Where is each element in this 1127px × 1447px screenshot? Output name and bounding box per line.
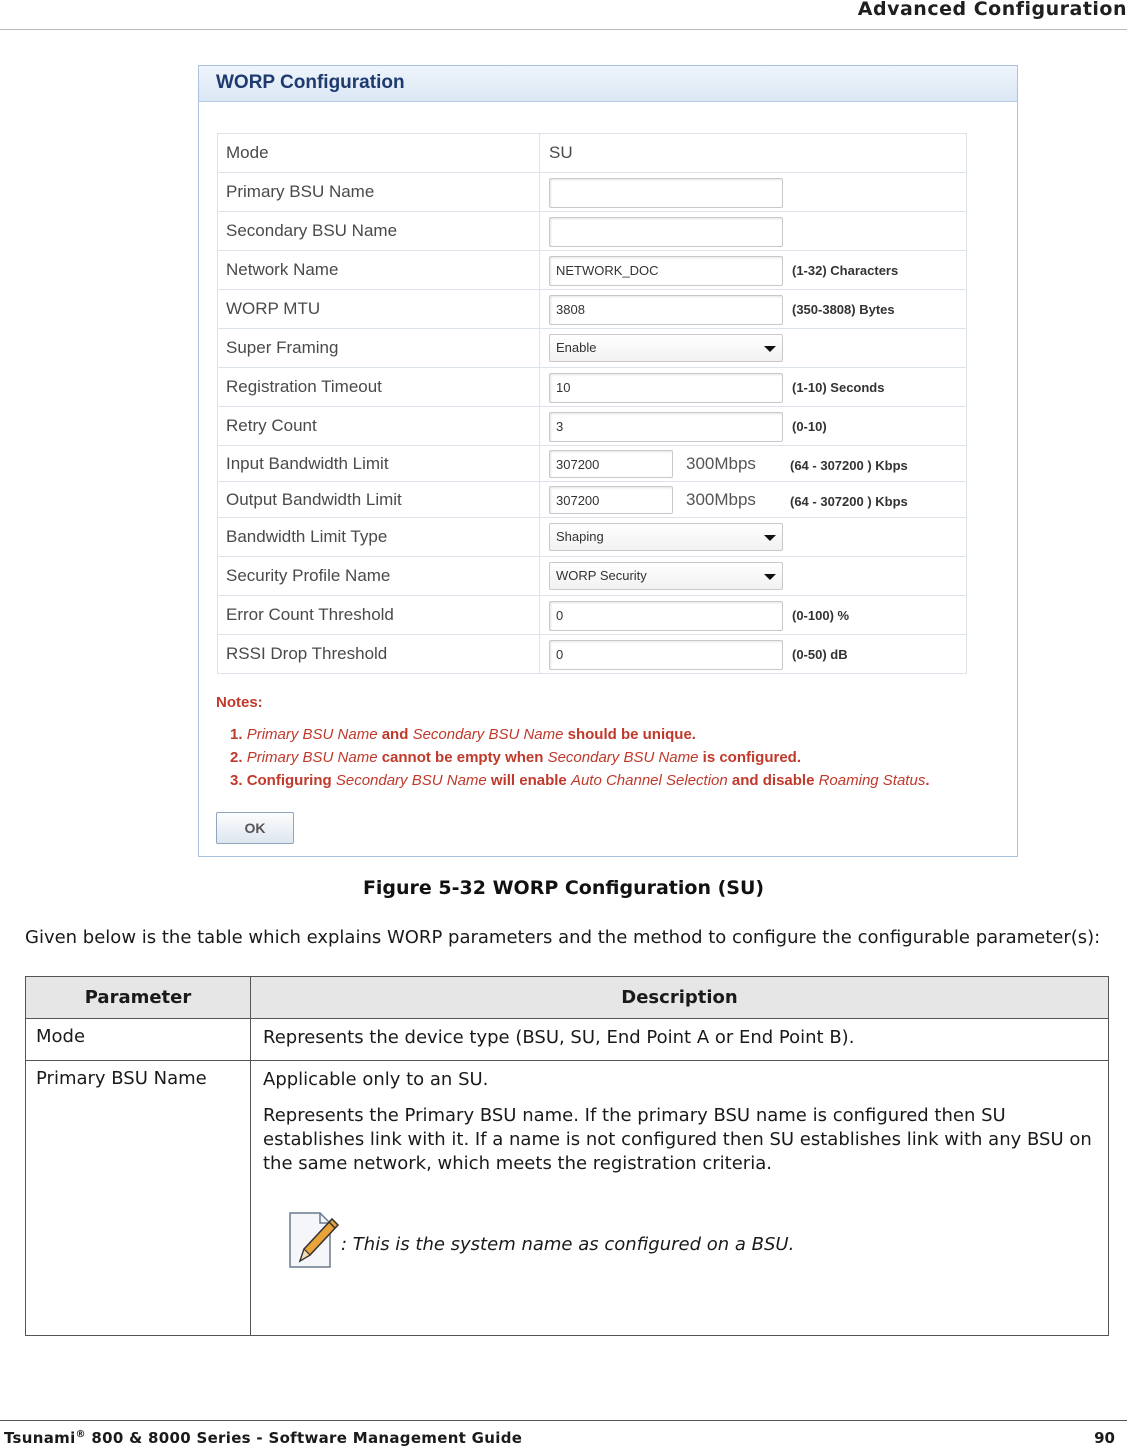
notes-section: [216, 694, 930, 792]
chevron-down-icon: [764, 346, 776, 352]
config-label: Registration Timeout: [218, 368, 540, 407]
config-label: Input Bandwidth Limit: [218, 446, 540, 482]
parameter-cell: Mode: [26, 1019, 251, 1061]
notes-title: Notes:: [216, 694, 263, 711]
table-row: [26, 1019, 1109, 1061]
panel-title: WORP Configuration: [216, 72, 405, 93]
page-number: 90: [1094, 1429, 1115, 1447]
page-header-title: Advanced Configuration: [857, 0, 1127, 20]
range-hint: (0-100) %: [792, 608, 850, 623]
rate-label: 300Mbps: [686, 454, 756, 473]
column-header-parameter: Parameter: [26, 977, 251, 1019]
footer-title: Tsunami® 800 & 8000 Series - Software Management Guide: [4, 1429, 523, 1447]
table-row: [26, 1061, 1109, 1336]
panel-header: [199, 66, 1017, 102]
select-value: WORP Security: [556, 568, 647, 583]
figure-caption: Figure 5-32 WORP Configuration (SU): [362, 877, 765, 899]
config-label: Super Framing: [218, 329, 540, 368]
description-cell: [251, 1061, 1109, 1336]
note-pencil-icon: [286, 1209, 340, 1271]
config-row-rssi-drop: [218, 635, 967, 674]
network-name-input[interactable]: NETWORK_DOC: [549, 256, 783, 286]
description-line: Applicable only to an SU.: [263, 1069, 489, 1090]
config-row-registration-timeout: [218, 368, 967, 407]
config-label: Secondary BSU Name: [218, 212, 540, 251]
parameter-table: [25, 976, 1109, 1336]
description-cell: Represents the device type (BSU, SU, End Point A or End Point B).: [251, 1019, 1109, 1061]
config-label: Network Name: [218, 251, 540, 290]
page-header: [0, 0, 1127, 30]
config-row-bandwidth-type: [218, 518, 967, 557]
config-label: RSSI Drop Threshold: [218, 635, 540, 674]
config-row-primary-bsu: [218, 173, 967, 212]
range-hint: (350-3808) Bytes: [792, 302, 895, 317]
ok-button[interactable]: OK: [216, 812, 294, 844]
retry-count-input[interactable]: 3: [549, 412, 783, 442]
config-label: Security Profile Name: [218, 557, 540, 596]
range-hint: (64 - 307200 ) Kbps: [790, 458, 908, 473]
select-value: Shaping: [556, 529, 604, 544]
worp-configuration-screenshot: [198, 65, 1018, 857]
super-framing-select[interactable]: [549, 334, 783, 362]
bandwidth-limit-type-select[interactable]: [549, 523, 783, 551]
select-value: Enable: [556, 340, 597, 355]
chevron-down-icon: [764, 535, 776, 541]
chevron-down-icon: [764, 574, 776, 580]
note-block: [263, 1188, 1096, 1268]
error-count-threshold-input[interactable]: 0: [549, 601, 783, 631]
note-item: 2. Primary BSU Name cannot be empty when Secondary BSU Name is configured.: [230, 749, 801, 766]
config-label: Error Count Threshold: [218, 596, 540, 635]
range-hint: (64 - 307200 ) Kbps: [790, 494, 908, 509]
input-bandwidth-input[interactable]: 307200: [549, 450, 673, 478]
description-paragraph: Represents the Primary BSU name. If the primary BSU name is configured then SU establishes link with it. If a name is not configured then SU establishes link with any BSU on the same network, which meets the registration criteria.: [263, 1105, 1092, 1174]
config-label: WORP MTU: [218, 290, 540, 329]
table-header-row: [26, 977, 1109, 1019]
intro-paragraph: Given below is the table which explains WORP parameters and the method to configure the configurable parameter(s):: [25, 927, 1101, 948]
config-table: [217, 133, 967, 674]
config-label: Mode: [218, 134, 540, 173]
config-row-worp-mtu: [218, 290, 967, 329]
secondary-bsu-name-input[interactable]: [549, 217, 783, 247]
security-profile-select[interactable]: [549, 562, 783, 590]
note-text: : This is the system name as configured on a BSU.: [341, 1234, 795, 1255]
range-hint: (0-10): [792, 419, 827, 434]
config-row-network-name: [218, 251, 967, 290]
rssi-drop-threshold-input[interactable]: 0: [549, 640, 783, 670]
config-row-super-framing: [218, 329, 967, 368]
config-row-error-count: [218, 596, 967, 635]
config-row-input-bandwidth: [218, 446, 967, 482]
config-row-mode: [218, 134, 967, 173]
config-row-retry-count: [218, 407, 967, 446]
primary-bsu-name-input[interactable]: [549, 178, 783, 208]
range-hint: (0-50) dB: [792, 647, 848, 662]
config-row-output-bandwidth: [218, 482, 967, 518]
config-label: Primary BSU Name: [218, 173, 540, 212]
config-row-secondary-bsu: [218, 212, 967, 251]
output-bandwidth-input[interactable]: 307200: [549, 486, 673, 514]
note-item: 3. Configuring Secondary BSU Name will enable Auto Channel Selection and disable Roaming Status.: [230, 772, 930, 789]
column-header-description: Description: [251, 977, 1109, 1019]
page-footer: [0, 1420, 1127, 1447]
mode-value: SU: [540, 134, 967, 173]
config-label: Retry Count: [218, 407, 540, 446]
rate-label: 300Mbps: [686, 490, 756, 509]
config-label: Output Bandwidth Limit: [218, 482, 540, 518]
parameter-cell: Primary BSU Name: [26, 1061, 251, 1336]
registration-timeout-input[interactable]: 10: [549, 373, 783, 403]
worp-mtu-input[interactable]: 3808: [549, 295, 783, 325]
range-hint: (1-32) Characters: [792, 263, 899, 278]
config-row-security-profile: [218, 557, 967, 596]
note-item: 1. Primary BSU Name and Secondary BSU Name should be unique.: [230, 726, 696, 743]
range-hint: (1-10) Seconds: [792, 380, 885, 395]
config-label: Bandwidth Limit Type: [218, 518, 540, 557]
